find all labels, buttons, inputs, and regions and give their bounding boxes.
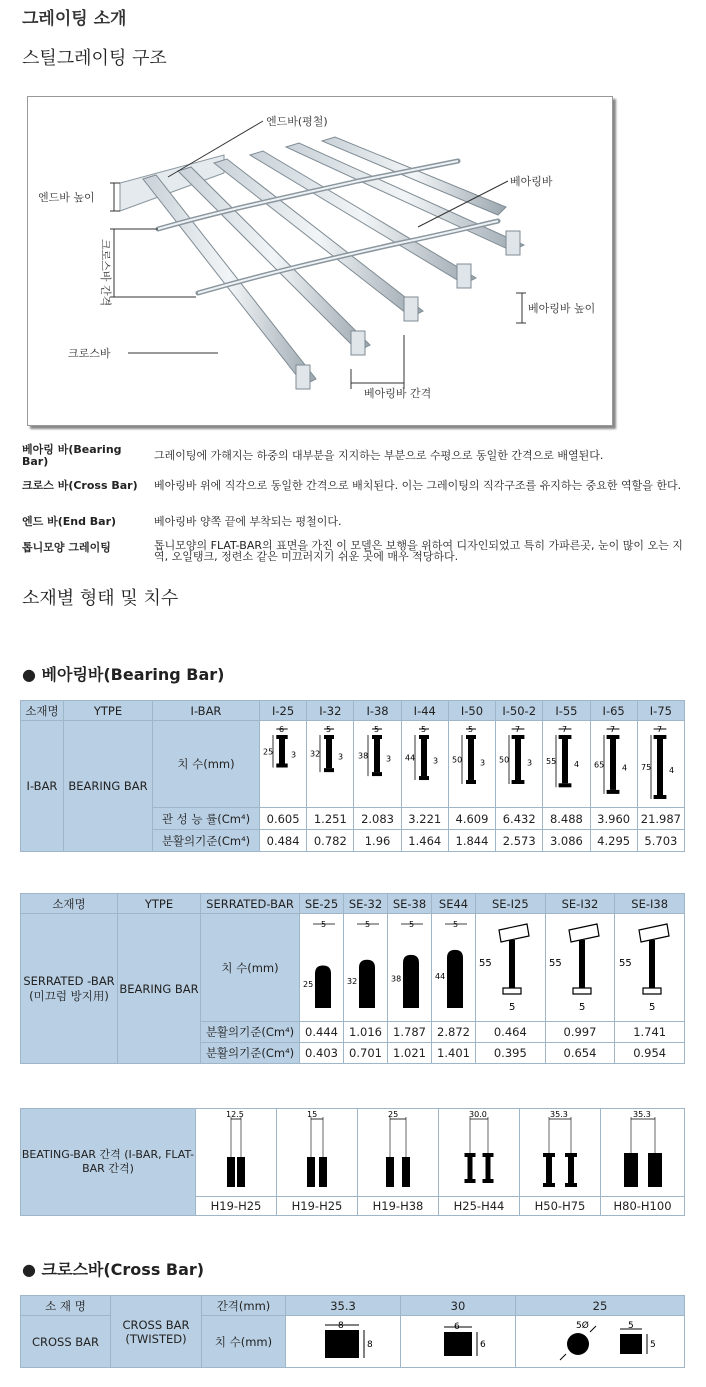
col-header: SE-25 (300, 894, 344, 914)
row-type: CROSS BAR (TWISTED) (111, 1296, 202, 1368)
dim-top: 5 (420, 724, 426, 734)
ibar-web (421, 739, 427, 776)
ibar-profile (260, 721, 307, 808)
col-header: I-55 (543, 701, 590, 721)
row-name: SERRATED -BAR (미끄럼 방지用) (21, 914, 118, 1064)
spacing-range: H19-H25 (196, 1197, 277, 1216)
cross-bar-table (20, 1295, 685, 1368)
dim-top: 5 (452, 920, 458, 929)
sei-bottom-flange (503, 988, 521, 994)
cell: 2.083 (354, 808, 401, 830)
ibar-web (374, 739, 380, 772)
sei-web (509, 940, 515, 988)
ibar-flange (324, 768, 334, 772)
dim-spacing: 35.3 (550, 1110, 568, 1119)
col-header: I-25 (260, 701, 307, 721)
serrated-profile (432, 914, 476, 1022)
cell: 8.488 (543, 808, 590, 830)
ibar-web (515, 739, 521, 780)
col-header: I-38 (354, 701, 401, 721)
sei-bottom-flange (573, 988, 591, 994)
ibar-flange (372, 772, 382, 776)
ibar-profile (354, 721, 401, 808)
def-desc: 그레이팅에 가해지는 하중의 대부분을 지지하는 부분으로 수평으로 동일한 간격으로 배열된다. (154, 449, 604, 462)
cell: 0.395 (476, 1043, 546, 1064)
col-header: SE-I38 (615, 894, 685, 914)
bar-web (568, 1157, 574, 1183)
def-term: 톱니모양 그레이팅 (22, 541, 111, 554)
spacing-profile (196, 1109, 277, 1197)
dim-width: 3 (432, 756, 438, 766)
ibar-web (279, 739, 285, 764)
dim-height: 75 (640, 762, 652, 772)
dim-label: 치 수(mm) (202, 1316, 286, 1368)
dim-base: 5 (648, 1002, 656, 1013)
ibar-flange (606, 789, 619, 793)
dim-height: 50 (499, 755, 510, 764)
cell: 1.251 (307, 808, 354, 830)
spacing-profile (439, 1109, 520, 1197)
cell: 4.295 (590, 830, 637, 852)
bar-flange (483, 1179, 494, 1183)
bar-web (468, 1157, 473, 1179)
ibar-flange (419, 776, 429, 780)
sei-bottom-flange (643, 988, 661, 994)
col-header: 소재명 (21, 894, 118, 914)
bearing-bar-section-title: ● 베아링바(Bearing Bar) (22, 665, 225, 684)
materials-heading: 소재별 형태 및 치수 (22, 588, 179, 609)
serrated-profile (388, 914, 432, 1022)
dim-c-sq-side: 5 (650, 1340, 656, 1350)
serrated-profile (545, 914, 615, 1022)
cell: 3.086 (543, 830, 590, 852)
ibar-web (657, 739, 663, 795)
dim-top: 5 (467, 724, 474, 734)
ibar-web (468, 739, 474, 780)
dim-height: 38 (357, 751, 368, 761)
def-desc: 톱니모양의 FLAT-BAR의 표면을 가진 이 모델은 보행을 위하여 디자인되었고 특히 가파른곳, 눈이 많이 오는 지역, 오일탱크, 정련소 같은 미끄러지기 쉬운 곳에 매우 적당하다. (154, 539, 683, 563)
dim-height: 55 (618, 958, 632, 969)
dim-height: 55 (548, 958, 562, 969)
page-title: 그레이팅 소개 (22, 9, 127, 29)
cell: 1.96 (354, 830, 401, 852)
dim-width: 3 (527, 758, 533, 767)
col-header: I-32 (307, 701, 354, 721)
dim-a-side: 8 (367, 1340, 373, 1350)
label-cross-bar: 크로스바 (68, 347, 111, 360)
row-label: 분활의기준(Cm⁴) (153, 830, 260, 852)
row-name: I-BAR (21, 721, 64, 852)
row-type: BEARING BAR (118, 914, 201, 1064)
flat-bar (386, 1157, 394, 1187)
def-desc: 베아링바 양쪽 끝에 부착되는 평철이다. (154, 515, 342, 528)
col-header: I-50-2 (496, 701, 543, 721)
dim-height: 32 (346, 976, 357, 986)
label-bearing-bar: 베아링바 (510, 175, 553, 188)
col-header: 간격(mm) (202, 1296, 286, 1316)
grating-structure-diagram (27, 96, 613, 426)
sei-top-flange (569, 924, 599, 942)
dim-top: 7 (515, 724, 521, 734)
col-header: SE-I25 (476, 894, 546, 914)
bar-web (486, 1157, 491, 1179)
spacing-range: H19-H25 (277, 1197, 358, 1216)
cell: 21.987 (637, 808, 684, 830)
ibar-profile (543, 721, 590, 808)
cell: 0.464 (476, 1022, 546, 1043)
serrated-profile (344, 914, 388, 1022)
col-header: YTPE (118, 894, 201, 914)
cell: 1.464 (401, 830, 448, 852)
cell: 0.444 (300, 1022, 344, 1043)
ibar-flange (512, 780, 525, 784)
ibar-flange (466, 780, 476, 784)
spacing-profile (277, 1109, 358, 1197)
serrated-profile (615, 914, 685, 1022)
bar-flange (543, 1183, 555, 1187)
ibar-flange (653, 795, 666, 799)
col-header: SE-32 (344, 894, 388, 914)
dim-c-round: 5Ø (576, 1321, 589, 1331)
dim-height: 38 (390, 974, 401, 984)
dim-c-sq-top: 5 (628, 1321, 634, 1331)
ibar-profile (637, 721, 684, 808)
flat-bar (624, 1153, 638, 1187)
dim-width: 4 (574, 759, 580, 769)
dim-height: 44 (404, 753, 415, 763)
spacing-range: H25-H44 (439, 1197, 520, 1216)
dim-label: 치 수(mm) (201, 914, 300, 1022)
dim-b-top: 6 (454, 1322, 460, 1332)
dim-top: 7 (562, 724, 568, 734)
cell: 1.016 (344, 1022, 388, 1043)
ibar-flange (512, 735, 525, 739)
cell: 0.782 (307, 830, 354, 852)
dim-top: 6 (279, 724, 285, 734)
dim-spacing: 25 (388, 1110, 399, 1119)
cell: 5.703 (637, 830, 684, 852)
col-header: YTPE (64, 701, 153, 721)
cell: 1.844 (448, 830, 495, 852)
cell: 0.403 (300, 1043, 344, 1064)
serrated-bar-shape (359, 960, 375, 1008)
ibar-flange (276, 735, 287, 739)
cross-profile-round-and-square (516, 1316, 685, 1368)
col-header: I-BAR (153, 701, 260, 721)
flat-bar (237, 1157, 245, 1187)
cell: 0.654 (545, 1043, 615, 1064)
dim-width: 4 (621, 762, 627, 772)
ibar-profile (496, 721, 543, 808)
row-name: CROSS BAR (21, 1316, 111, 1368)
dim-width: 4 (668, 765, 674, 775)
dim-a-top: 8 (338, 1321, 344, 1331)
col-header: I-50 (448, 701, 495, 721)
dim-height: 55 (546, 756, 557, 766)
flat-bar (402, 1157, 410, 1187)
cell: 1.741 (615, 1022, 685, 1043)
cell: 0.954 (615, 1043, 685, 1064)
dim-top: 5 (408, 920, 414, 929)
col-header: I-65 (590, 701, 637, 721)
dim-label: 치 수(mm) (153, 721, 260, 808)
row-label: 분활의기준(Cm⁴) (201, 1043, 300, 1064)
spacing-profile (358, 1109, 439, 1197)
dim-top: 5 (326, 724, 332, 734)
spacing-profile (601, 1109, 685, 1197)
cell: 3.960 (590, 808, 637, 830)
cell: 2.872 (432, 1022, 476, 1043)
cell: 0.484 (260, 830, 307, 852)
dim-spacing: 15 (307, 1110, 318, 1119)
col-header: I-75 (637, 701, 684, 721)
ibar-profile (401, 721, 448, 808)
dim-top: 7 (609, 724, 615, 734)
dim-b-side: 6 (480, 1340, 486, 1350)
serrated-profile (476, 914, 546, 1022)
dim-base: 5 (578, 1002, 586, 1013)
bar-flange (543, 1153, 555, 1157)
flat-bar (227, 1157, 235, 1187)
gap-header: 25 (516, 1296, 685, 1316)
gap-header: 35.3 (286, 1296, 401, 1316)
cell: 3.221 (401, 808, 448, 830)
cell: 0.997 (545, 1022, 615, 1043)
def-term: 크로스 바(Cross Bar) (22, 479, 138, 492)
cross-bar-section-title: ● 크로스바(Cross Bar) (22, 1260, 205, 1279)
bar-flange (565, 1183, 577, 1187)
dim-width: 3 (479, 758, 486, 767)
cell: 0.605 (260, 808, 307, 830)
spacing-label: BEATING-BAR 간격 (I-BAR, FLAT-BAR 간격) (21, 1109, 196, 1216)
cell: 1.787 (388, 1022, 432, 1043)
sei-web (649, 940, 655, 988)
dim-height: 65 (593, 759, 604, 769)
row-type: BEARING BAR (64, 721, 153, 852)
bearing-spacing-table (20, 1108, 685, 1216)
dim-spacing: 30.0 (469, 1110, 487, 1119)
dim-base: 5 (509, 1002, 516, 1013)
label-cross-bar-spacing: 크로스바 간격 (99, 239, 112, 307)
ibar-web (562, 739, 568, 783)
serrated-profile (300, 914, 344, 1022)
ibar-profile (448, 721, 495, 808)
label-end-bar: 엔드바(평철) (266, 115, 328, 128)
ibar-flange (276, 763, 287, 767)
col-header: SE44 (432, 894, 476, 914)
dim-spacing: 35.3 (632, 1110, 651, 1119)
col-header: SERRATED-BAR (201, 894, 300, 914)
ibar-flange (466, 735, 476, 739)
cell: 1.401 (432, 1043, 476, 1064)
ibar-flange (559, 735, 572, 739)
structure-heading: 스틸그레이팅 구조 (22, 48, 167, 69)
serrated-bar-table (20, 893, 685, 1064)
flat-bar (319, 1157, 327, 1187)
dim-height: 50 (451, 755, 463, 764)
ibar-flange (372, 735, 382, 739)
label-bearing-bar-spacing: 베아링바 간격 (364, 387, 432, 400)
dim-width: 3 (338, 752, 344, 762)
dim-width: 3 (291, 749, 297, 759)
col-header: 소 재 명 (21, 1296, 111, 1316)
col-header: I-44 (401, 701, 448, 721)
ibar-profile (590, 721, 637, 808)
spacing-profile (520, 1109, 601, 1197)
serrated-bar-shape (315, 966, 331, 1009)
label-bearing-bar-height: 베아링바 높이 (528, 302, 596, 315)
bar-flange (565, 1153, 577, 1157)
def-term: 베아링 바(Bearing Bar) (22, 443, 122, 468)
col-header: SE-I32 (545, 894, 615, 914)
cross-profile-square-8 (286, 1316, 401, 1368)
cell: 1.021 (388, 1043, 432, 1064)
dim-spacing: 12.5 (226, 1110, 244, 1119)
dim-height: 55 (479, 958, 493, 969)
cell: 2.573 (496, 830, 543, 852)
dim-height: 44 (434, 971, 445, 981)
ibar-web (326, 739, 332, 768)
dim-height: 25 (263, 746, 274, 756)
col-header: 소재명 (21, 701, 64, 721)
ibar-flange (653, 735, 666, 739)
bar-flange (465, 1179, 476, 1183)
sei-top-flange (499, 924, 529, 942)
ibar-flange (324, 735, 334, 739)
ibar-flange (559, 783, 572, 787)
serrated-bar-shape (403, 955, 419, 1008)
dim-top: 7 (656, 724, 662, 734)
sei-top-flange (639, 924, 669, 942)
row-label: 관 성 능 률(Cm⁴) (153, 808, 260, 830)
row-label: 분활의기준(Cm⁴) (201, 1022, 300, 1043)
spacing-range: H19-H38 (358, 1197, 439, 1216)
flat-bar (648, 1153, 662, 1187)
dim-height: 32 (310, 749, 321, 759)
cell: 0.701 (344, 1043, 388, 1064)
spacing-range: H50-H75 (520, 1197, 601, 1216)
bar-flange (465, 1153, 476, 1157)
dim-top: 5 (364, 920, 370, 929)
flat-bar (307, 1157, 315, 1187)
label-end-bar-height: 엔드바 높이 (38, 191, 95, 204)
dim-top: 5 (373, 724, 379, 734)
dim-height: 25 (302, 979, 313, 989)
ibar-flange (606, 735, 619, 739)
ibar-web (610, 739, 616, 790)
dim-width: 3 (385, 754, 391, 764)
gap-header: 30 (401, 1296, 516, 1316)
ibar-flange (419, 735, 429, 739)
ibar-table (20, 700, 685, 852)
cell: 6.432 (496, 808, 543, 830)
cross-profile-square-6 (401, 1316, 516, 1368)
col-header: SE-38 (388, 894, 432, 914)
def-term: 엔드 바(End Bar) (22, 515, 117, 528)
dim-top: 5 (320, 920, 326, 929)
serrated-bar-shape (447, 950, 463, 1008)
spacing-range: H80-H100 (601, 1197, 685, 1216)
cell: 4.609 (448, 808, 495, 830)
def-desc: 베아링바 위에 직각으로 동일한 간격으로 배치된다. 이는 그레이팅의 직각구조를 유지하는 중요한 역할을 한다. (154, 479, 682, 492)
ibar-profile (307, 721, 354, 808)
sei-web (579, 940, 585, 988)
bar-web (546, 1157, 552, 1183)
bar-flange (483, 1153, 494, 1157)
